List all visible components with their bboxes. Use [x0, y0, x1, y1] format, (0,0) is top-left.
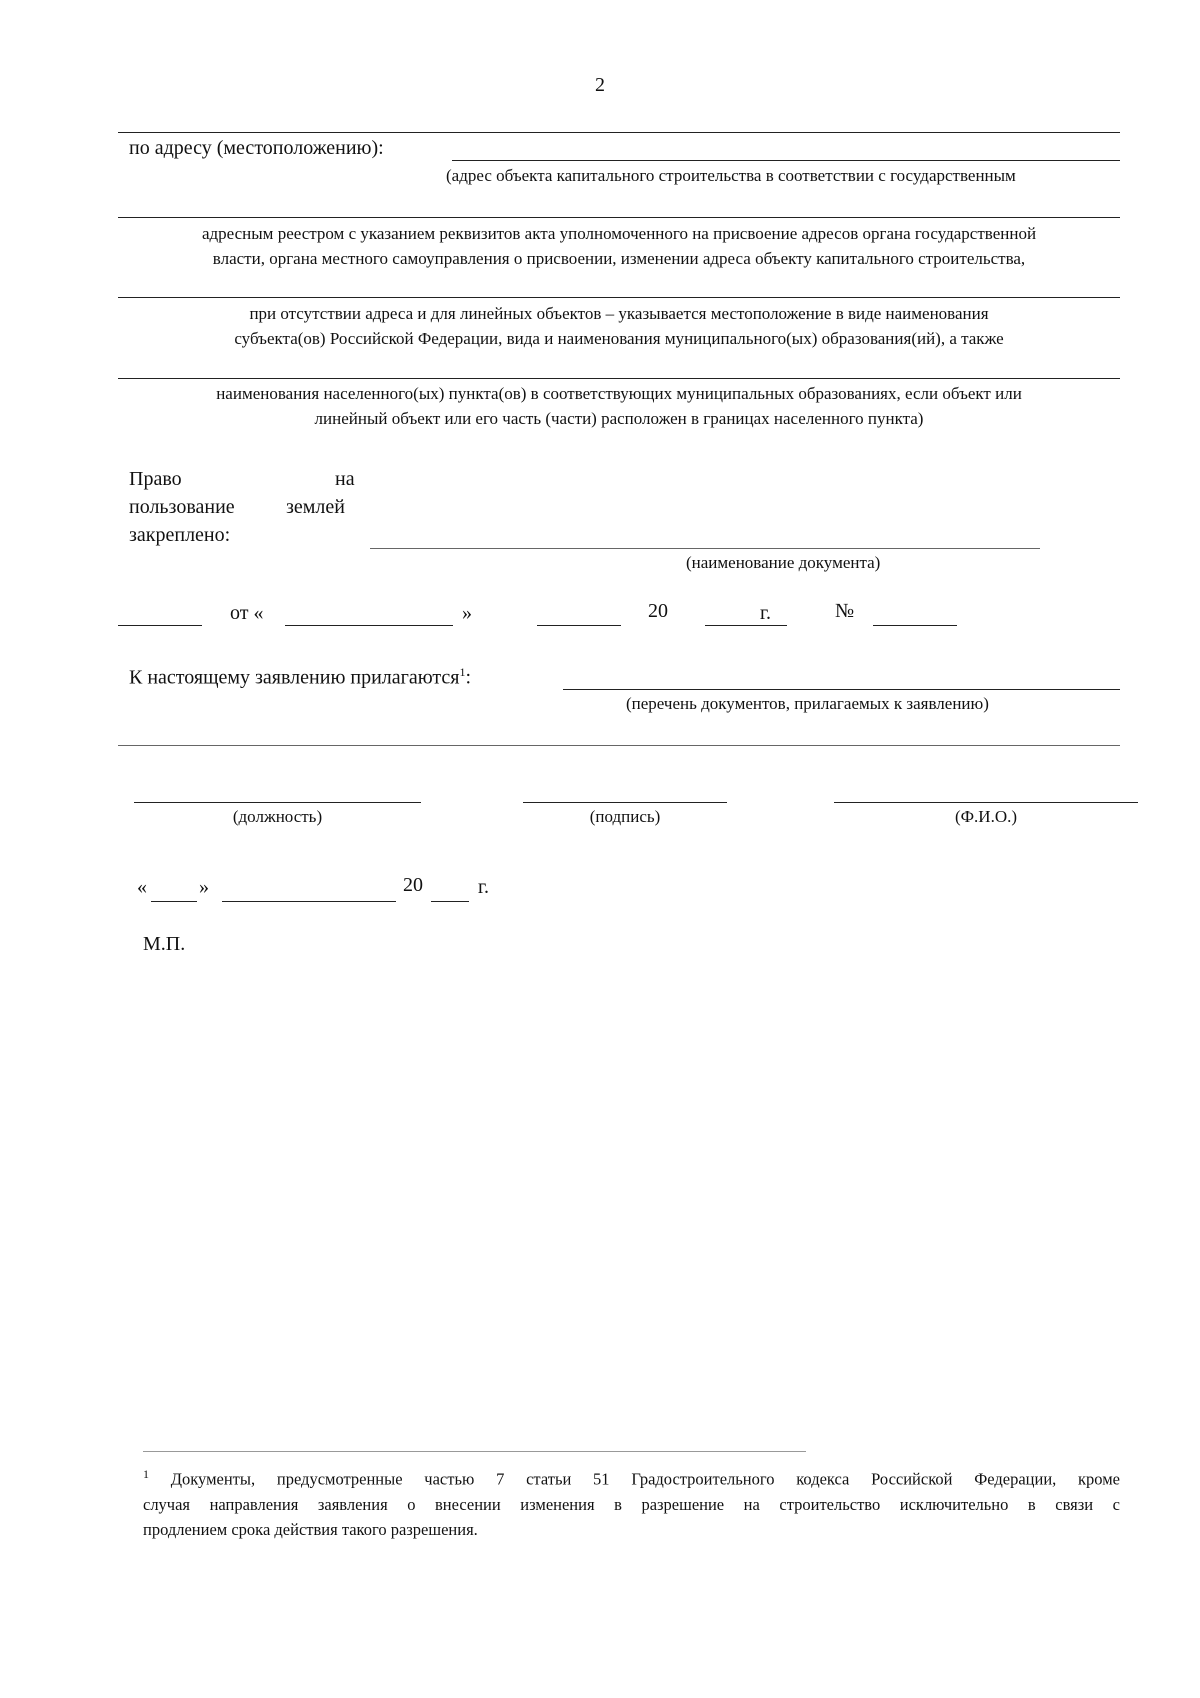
address-hint-4a: наименования населенного(ых) пункта(ов) в соответствующих муниципальных образованиях, если объект или — [216, 384, 1022, 403]
attachments-field-line-2[interactable] — [118, 745, 1120, 746]
date-month-field[interactable] — [537, 625, 621, 626]
footnote-ref: 1 — [459, 665, 466, 679]
attachments-hint: (перечень документов, прилагаемых к заявлению) — [626, 694, 989, 713]
attachments-colon: : — [465, 666, 472, 689]
address-hint-3 — [118, 301, 1120, 351]
date-year-prefix: 20 — [648, 600, 668, 622]
signature-hint: (подпись) — [589, 807, 661, 826]
footnote-line-1-text: Документы, предусмотренные частью 7 статьи 51 Градостроительного кодекса Российской Федерации, кроме — [170, 1469, 1121, 1489]
address-hint-2 — [118, 221, 1120, 271]
address-hint-3a: при отсутствии адреса и для линейных объектов – указывается местоположение в виде наименования — [249, 304, 989, 323]
address-hint-4 — [118, 381, 1120, 431]
date-day-field[interactable] — [285, 625, 453, 626]
attachments-label-text: К настоящему заявлению прилагаются — [129, 666, 460, 689]
date-from-label: от « — [230, 602, 264, 624]
land-document-hint: (наименование документа) — [686, 553, 881, 572]
sign-date-open-quote: « — [137, 876, 147, 898]
attachments-label — [129, 665, 471, 690]
sign-date-month-field[interactable] — [222, 901, 396, 902]
signature-field[interactable] — [523, 802, 727, 803]
position-hint: (должность) — [232, 807, 323, 826]
date-year-field[interactable] — [705, 625, 787, 626]
address-field-line-2[interactable] — [118, 217, 1120, 218]
footnote — [143, 1462, 1120, 1542]
page-number: 2 — [595, 74, 605, 96]
sign-date-day-field[interactable] — [151, 901, 197, 902]
footnote-line-2: случая направления заявления о внесении изменения в разрешение на строительство исключительно в связи с — [143, 1494, 1120, 1514]
address-hint-4b: линейный объект или его часть (части) расположен в границах населенного пункта) — [314, 409, 924, 428]
land-document-field[interactable] — [370, 548, 1040, 549]
stamp-place-label: М.П. — [143, 933, 186, 955]
date-year-suffix: г. — [760, 602, 771, 624]
land-right-word-4: землей — [286, 496, 345, 518]
land-right-word-3: пользование — [129, 496, 235, 518]
doc-number-field[interactable] — [873, 625, 957, 626]
sign-date-close-quote: » — [199, 876, 209, 898]
doc-type-field[interactable] — [118, 625, 202, 626]
footnote-separator — [143, 1451, 806, 1452]
sign-date-year-prefix: 20 — [403, 874, 423, 896]
land-right-word-5: закреплено: — [129, 524, 231, 546]
address-hint-2a: адресным реестром с указанием реквизитов акта уполномоченного на присвоение адресов органа государственной — [201, 224, 1037, 243]
position-field[interactable] — [134, 802, 421, 803]
address-hint-3b: субъекта(ов) Российской Федерации, вида и наименования муниципального(ых) образования(ий), а также — [234, 329, 1004, 348]
date-close-quote: » — [462, 602, 472, 624]
land-right-word-2: на — [335, 468, 355, 490]
footnote-mark: 1 — [143, 1467, 149, 1481]
address-label: по адресу (местоположению): — [129, 137, 384, 159]
number-sign: № — [835, 600, 855, 622]
address-hint-1: (адрес объекта капитального строительства в соответствии с государственным — [446, 166, 1016, 185]
address-field-line-3[interactable] — [118, 297, 1120, 298]
address-field-line-1[interactable] — [452, 160, 1120, 161]
sign-date-year-suffix: г. — [478, 876, 489, 898]
address-hint-2b: власти, органа местного самоуправления о присвоении, изменении адреса объекту капитального строительства, — [212, 249, 1026, 268]
full-name-field[interactable] — [834, 802, 1138, 803]
land-right-word-1: Право — [129, 468, 182, 490]
footnote-line-1 — [143, 1462, 1120, 1492]
footnote-line-3: продлением срока действия такого разрешения. — [143, 1519, 478, 1539]
address-field-line-4[interactable] — [118, 378, 1120, 379]
sign-date-year-field[interactable] — [431, 901, 469, 902]
attachments-field-line-1[interactable] — [563, 689, 1120, 690]
full-name-hint: (Ф.И.О.) — [954, 807, 1018, 826]
top-rule — [118, 132, 1120, 133]
